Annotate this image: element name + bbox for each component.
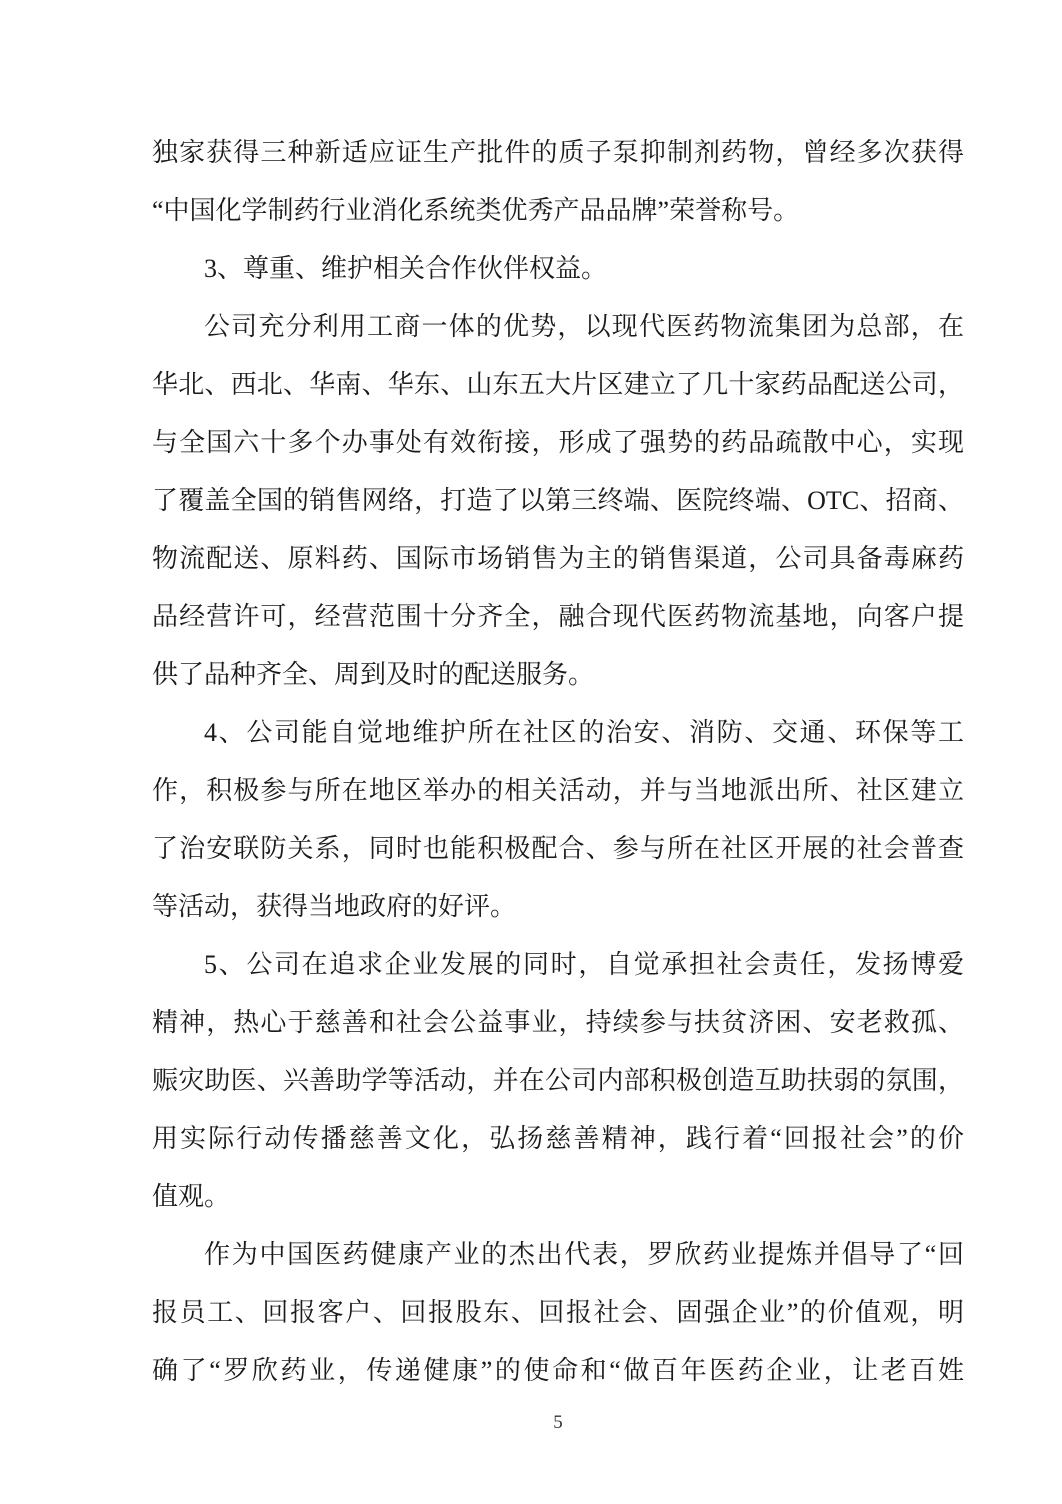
text-line: 了覆盖全国的销售网络，打造了以第三终端、医院终端、OTC、招商、 (152, 486, 964, 515)
text-line: 作为中国医药健康产业的杰出代表，罗欣药业提炼并倡导了“回 (204, 1240, 964, 1269)
text-line: 赈灾助医、兴善助学等活动，并在公司内部积极创造互助扶弱的氛围， (152, 1066, 964, 1095)
text-line: “中国化学制药行业消化系统类优秀产品品牌”荣誉称号。 (152, 196, 800, 225)
text-line: 4、公司能自觉地维护所在社区的治安、消防、交通、环保等工 (204, 718, 964, 747)
text-line: 独家获得三种新适应证生产批件的质子泵抑制剂药物，曾经多次获得 (152, 138, 964, 167)
text-line: 华北、西北、华南、华东、山东五大片区建立了几十家药品配送公司， (152, 370, 964, 399)
text-line: 作，积极参与所在地区举办的相关活动，并与当地派出所、社区建立 (152, 776, 964, 805)
text-line: 公司充分利用工商一体的优势，以现代医药物流集团为总部，在 (204, 312, 964, 341)
page-number: 5 (553, 1412, 563, 1433)
text-line: 物流配送、原料药、国际市场销售为主的销售渠道，公司具备毒麻药 (152, 544, 964, 573)
text-line: 报员工、回报客户、回报股东、回报社会、固强企业”的价值观，明 (152, 1298, 964, 1327)
text-line: 等活动，获得当地政府的好评。 (152, 892, 517, 921)
text-line: 5、公司在追求企业发展的同时，自觉承担社会责任，发扬博爱 (204, 950, 964, 979)
body-text (152, 124, 964, 1400)
text-line: 精神，热心于慈善和社会公益事业，持续参与扶贫济困、安老救孤、 (152, 1008, 964, 1037)
text-line: 确了“罗欣药业，传递健康”的使命和“做百年医药企业，让老百姓 (152, 1356, 964, 1385)
text-line: 了治安联防关系，同时也能积极配合、参与所在社区开展的社会普查 (152, 834, 964, 863)
text-line: 供了品种齐全、周到及时的配送服务。 (152, 660, 595, 689)
text-line: 用实际行动传播慈善文化，弘扬慈善精神，践行着“回报社会”的价 (152, 1124, 964, 1153)
text-line: 品经营许可，经营范围十分齐全，融合现代医药物流基地，向客户提 (152, 602, 964, 631)
text-line: 值观。 (152, 1182, 231, 1211)
text-line: 与全国六十多个办事处有效衔接，形成了强势的药品疏散中心，实现 (152, 428, 964, 457)
text-line: 3、尊重、维护相关合作伙伴权益。 (204, 254, 608, 283)
